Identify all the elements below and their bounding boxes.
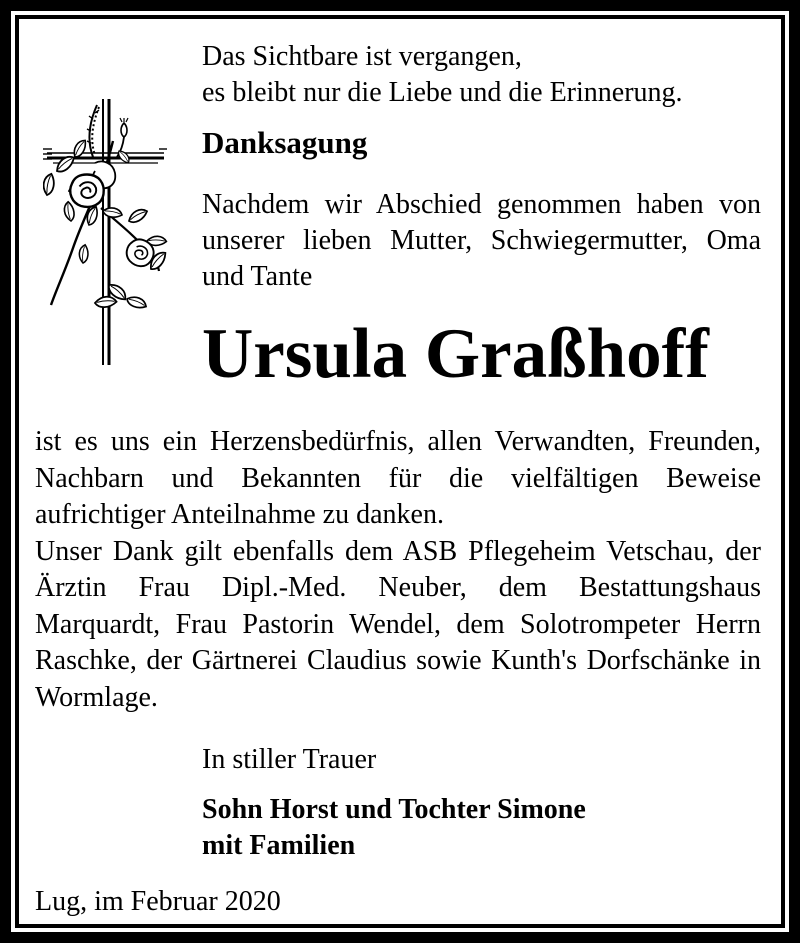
danksagung-heading: Danksagung — [202, 125, 368, 160]
epigraph-line-2: es bleibt nur die Liebe und die Erinnerung. — [202, 77, 683, 108]
thanks-paragraph-1: ist es uns ein Herzensbedürfnis, allen Verwandten, Freunden, Nachbarn und Bekannten für die vielfältigen Beweise aufrichtiger Anteilnahme zu danken. — [35, 426, 761, 530]
epigraph-line-1: Das Sichtbare ist vergangen, — [202, 41, 522, 72]
closing-phrase: In stiller Trauer — [202, 744, 377, 775]
place-and-date: Lug, im Februar 2020 — [35, 886, 281, 917]
deceased-name: Ursula Graßhoff — [202, 315, 709, 393]
mourners — [202, 792, 761, 864]
closing-block — [202, 742, 761, 864]
thanks-paragraph-2: Unser Dank gilt ebenfalls dem ASB Pflegeheim Vetschau, der Ärztin Frau Dipl.-Med. Neuber, dem Bestattungshaus Marquardt, Frau Pastorin Wendel, dem Solotrompeter Herrn Raschke, der Gärtnerei Claudius sowie Kunth's Dorfschänke in Wormlage. — [35, 535, 761, 713]
cross-with-roses-icon — [43, 93, 168, 371]
mourners-line-2: mit Familien — [202, 830, 356, 861]
intro-paragraph: Nachdem wir Abschied genommen haben von unserer lieben Mutter, Schwiegermutter, Oma und Tante — [202, 189, 761, 292]
notice-inner-border — [15, 15, 785, 928]
mourners-line-1: Sohn Horst und Tochter Simone — [202, 794, 586, 825]
upper-text-column — [202, 39, 761, 393]
thanks-text-block — [35, 424, 761, 716]
epigraph — [202, 39, 761, 111]
